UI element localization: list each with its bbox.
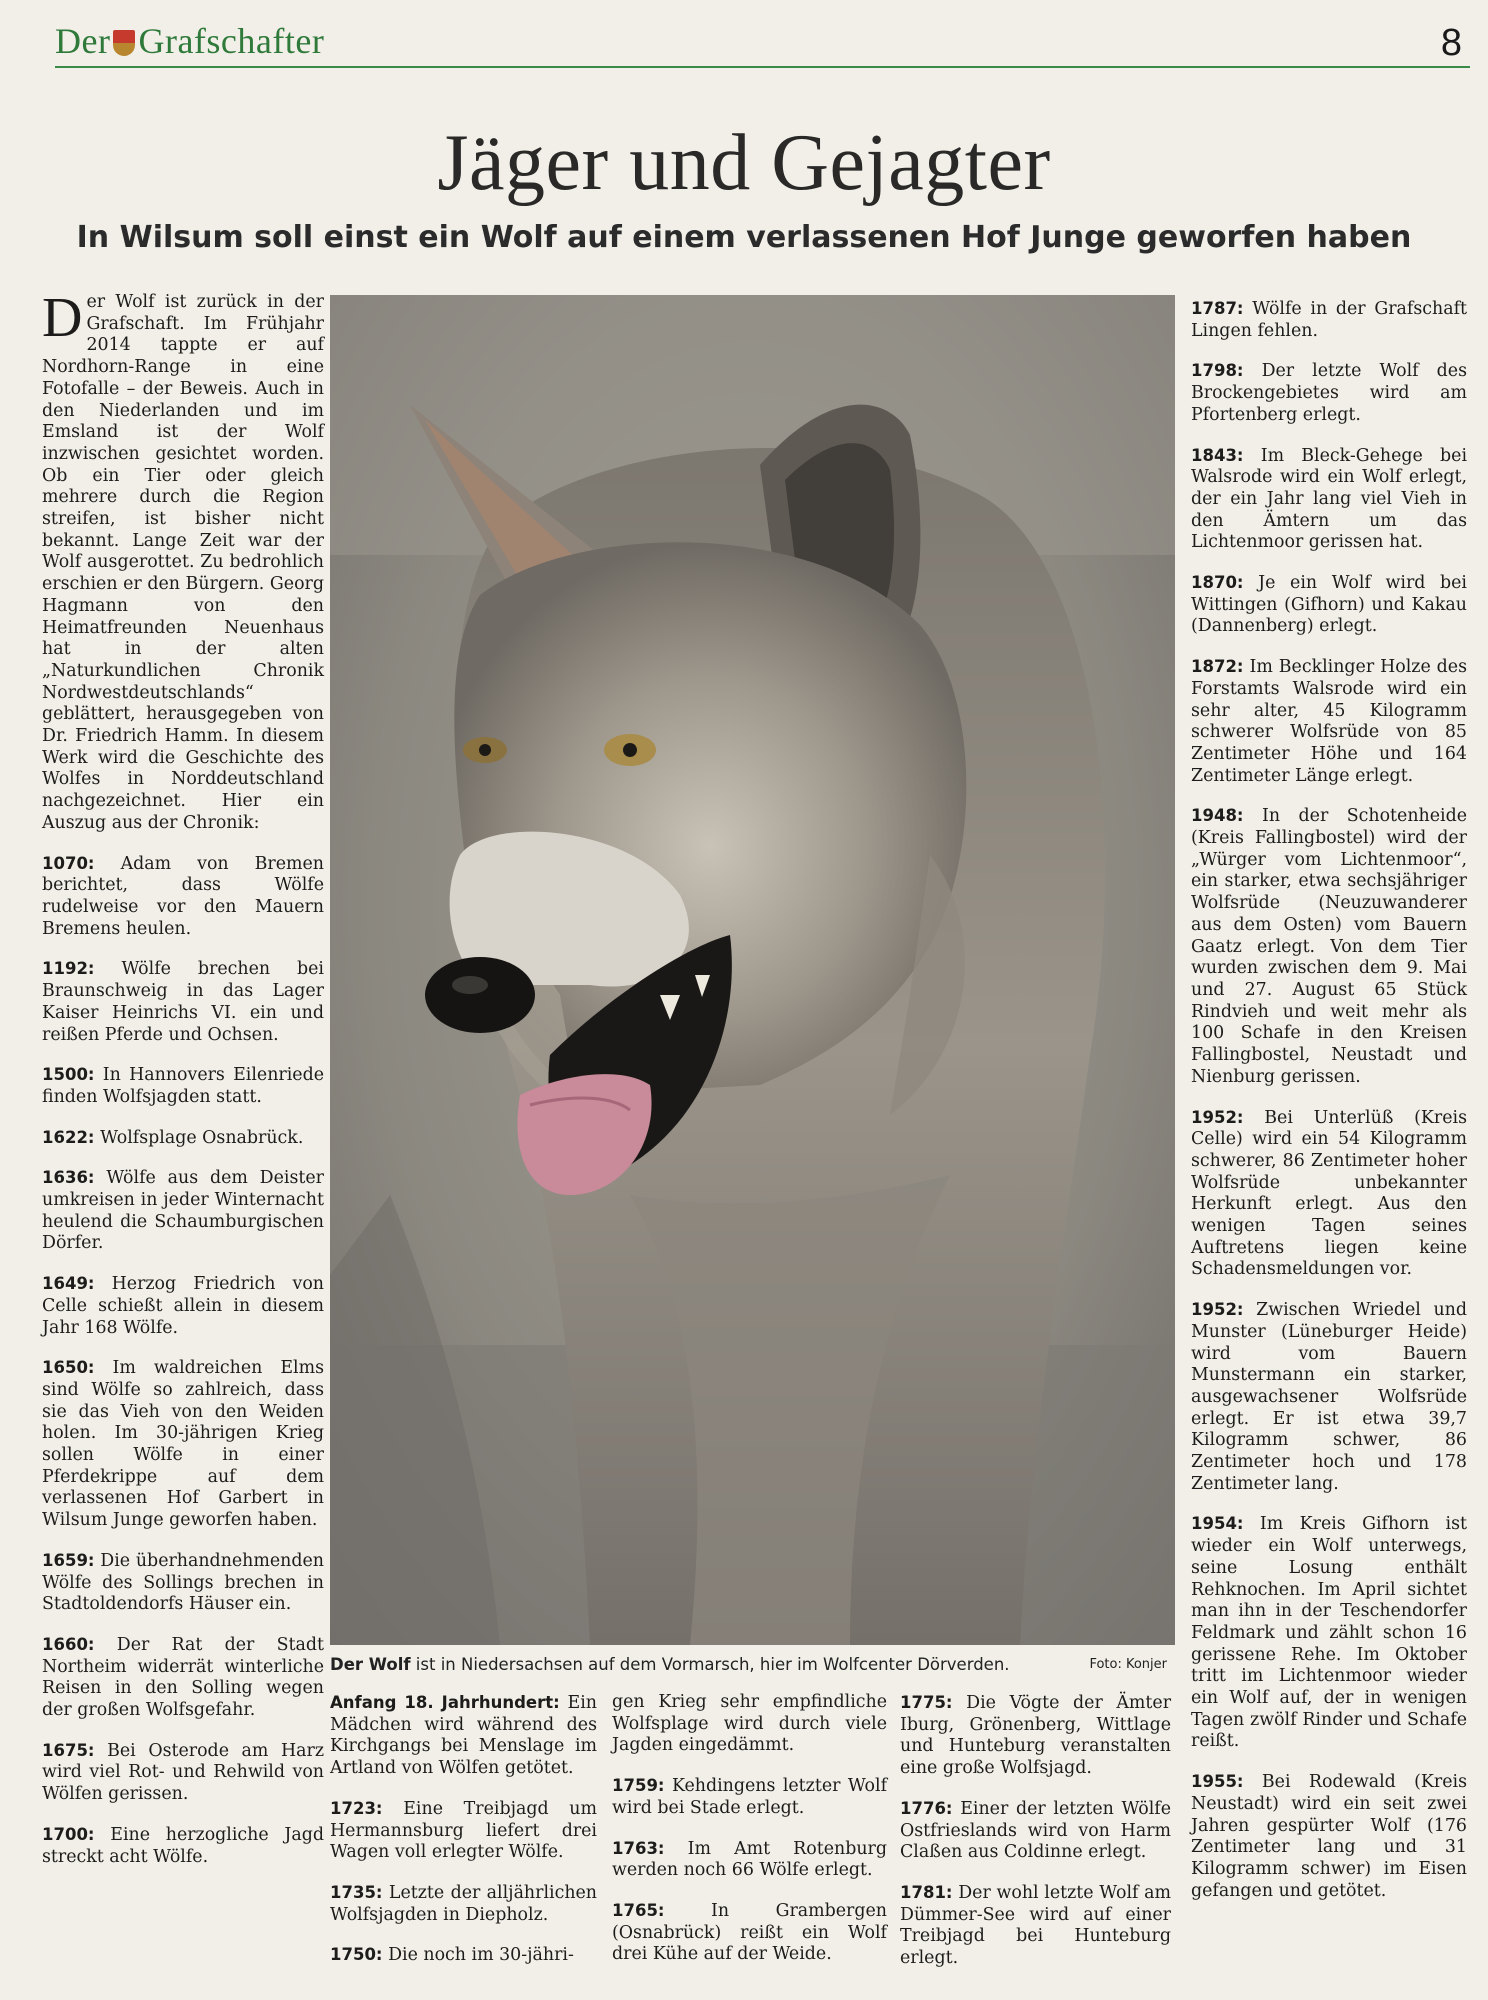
entry-text: Wölfe aus dem Deister umkreisen in jeder Winternacht heulend die Schaumburgischen Dörfer.: [42, 1168, 324, 1254]
bottom-column-2-entries: [612, 1775, 887, 1966]
entry-year: Anfang 18. Jahrhundert:: [330, 1693, 560, 1712]
entry-year: 1765:: [612, 1900, 665, 1920]
chronicle-entry: [42, 853, 324, 941]
newspaper-logo: [55, 20, 324, 62]
entry-year: 1955:: [1191, 1772, 1244, 1792]
entry-year: 1636:: [42, 1168, 95, 1188]
chronicle-entry: [42, 1824, 324, 1868]
chronicle-entry: [612, 1900, 887, 1966]
entry-text: Der Rat der Stadt Northeim widerrät winterliche Reisen in den Solling wegen der großen Wolfsgefahr.: [42, 1634, 324, 1721]
entry-year: 1781:: [900, 1882, 953, 1902]
page-number: 8: [1440, 22, 1462, 64]
intro-text: er Wolf ist zurück in der Grafschaft. Im Frühjahr 2014 tappte er auf Nordhorn-Range in eine Fotofalle – der Beweis. Auch in den Niederlanden und im Emsland ist der Wolf inzwischen gesichtet worden. Ob ein Tier oder gleich mehrere durch die Region streifen, ist bisher nicht bekannt. Lange Zeit war der Wolf ausgerottet. Zu bedrohlich erschien er den Bürgern. Georg Hagmann von den Heimatfreunden Neuenhaus hat in der alten „Naturkundlichen Chronik Nordwestdeutschlands“ geblättert, herausgegeben von Dr. Friedrich Hamm. In diesem Werk wird die Geschichte des Wolfes in Norddeutschland nachgezeichnet. Hier ein Auszug aus der Chronik:: [42, 292, 324, 833]
chronicle-entry: [1191, 572, 1467, 638]
chronicle-entry: [330, 1798, 597, 1864]
chronicle-entry: [1191, 360, 1467, 426]
chronicle-entry: [330, 1944, 597, 1967]
entry-text: Bei Unterlüß (Kreis Celle) wird ein 54 Kilogramm schwerer, 86 Zentimeter hoher Wolfsrüde unbekannter Herkunft erlegt. Aus den wenigen Tagen seines Auftretens liegen keine Schadensmeldungen vor.: [1191, 1107, 1468, 1280]
entry-text: In Hannovers Eilenriede finden Wolfsjagden statt.: [42, 1065, 324, 1107]
entry-text: Adam von Bremen berichtet, dass Wölfe rudelweise vor den Mauern Bremens heulen.: [42, 853, 325, 939]
entry-text: Im Becklinger Holze des Forstamts Walsrode wird ein sehr alter, 45 Kilogramm schwerer Wolfsrüde von 85 Zentimeter Höhe und 164 Zentimeter Länge erlegt.: [1191, 657, 1468, 786]
chronicle-entry: [330, 1882, 597, 1926]
entry-text: Wölfe brechen bei Braunschweig in das Lager Kaiser Heinrichs VI. ein und reißen Pferde und Ochsen.: [42, 959, 324, 1045]
entry-year: 1870:: [1191, 573, 1244, 593]
left-column: [42, 287, 325, 1886]
continuation-text: gen Krieg sehr empfindliche Wolfsplage wird durch viele Jagden eingedämmt.: [612, 1692, 887, 1756]
chronicle-entry: [900, 1692, 1171, 1780]
left-entries: [42, 853, 324, 1869]
chronicle-entry: [42, 1740, 324, 1806]
entry-text: Der letzte Wolf des Brockengebietes wird am Pfortenberg erlegt.: [1191, 361, 1467, 425]
entry-year: 1952:: [1191, 1300, 1244, 1320]
entry-text: Im Kreis Gifhorn ist wieder ein Wolf unterwegs, seine Losung enthält Rehknochen. Im April sichtet man ihn in der Teschendorfer Feldmark und zählt schon 16 gerissene Rehe. Im Oktober tritt im Lichtenmoor wieder ein Wolf auf, der in wenigen Tagen zwölf Rinder und Schafe reißt.: [1191, 1514, 1468, 1752]
entry-text: Kehdingens letzter Wolf wird bei Stade erlegt.: [612, 1776, 888, 1818]
chronicle-entry: [612, 1838, 887, 1882]
chronicle-entry: [1191, 1299, 1467, 1495]
logo-word-grafschafter: Grafschafter: [138, 21, 325, 61]
entry-text: In Grambergen (Osnabrück) reißt ein Wolf drei Kühe auf der Weide.: [612, 1900, 887, 1965]
entry-text: Herzog Friedrich von Celle schießt allein in diesem Jahr 168 Wölfe.: [42, 1274, 324, 1338]
entry-text: Letzte der alljährlichen Wolfsjagden in Diepholz.: [330, 1882, 598, 1925]
entry-text: Wölfe in der Grafschaft Lingen fehlen.: [1191, 299, 1467, 341]
entry-year: 1775:: [900, 1693, 953, 1712]
entry-year: 1070:: [42, 853, 95, 873]
photo-credit: Foto: Konjer: [1089, 1657, 1167, 1672]
bottom-column-1: [330, 1692, 597, 1985]
entry-year: 1872:: [1191, 657, 1244, 677]
chronicle-entry: [1191, 1513, 1467, 1753]
right-column: [1191, 298, 1467, 1920]
entry-year: 1954:: [1191, 1514, 1244, 1534]
wolf-photo: [330, 295, 1175, 1645]
entry-text: Je ein Wolf wird bei Wittingen (Gifhorn) und Kakau (Dannenberg) erlegt.: [1191, 573, 1467, 637]
entry-text: Wolfsplage Osnabrück.: [100, 1127, 304, 1148]
entry-text: Die Vögte der Ämter Iburg, Grönenberg, Wittlage und Hunteburg veranstalten eine große Wolfsjagd.: [900, 1693, 1172, 1779]
wolf-image: [330, 295, 1175, 1645]
entry-text: In der Schotenheide (Kreis Fallingbostel) wird der „Würger vom Lichtenmoor“, ein starker, etwa sechsjähriger Wolfsrüde (Neuzuwanderer aus dem Osten) vom Bauern Gaatz erlegt. Von dem Tier wurden zwischen dem 9. Mai und 27. August 65 Stück Rindvieh und weit mehr als 100 Schafe in den Kreisen Fallingbostel, Neustadt und Nienburg gerissen.: [1191, 806, 1467, 1087]
entry-year: 1650:: [42, 1358, 95, 1378]
chronicle-entry: [42, 1273, 324, 1339]
chronicle-entry: [42, 1357, 324, 1532]
chronicle-entry: [42, 1167, 324, 1255]
bottom-column-3: [900, 1692, 1171, 1988]
entry-year: 1750:: [330, 1945, 383, 1965]
entry-year: 1735:: [330, 1882, 383, 1902]
photo-caption: [330, 1655, 1175, 1674]
entry-text: Bei Osterode am Harz wird viel Rot- und Rehwild von Wölfen gerissen.: [42, 1740, 324, 1805]
chronicle-entry: [42, 1127, 324, 1150]
entry-text: Im waldreichen Elms sind Wölfe so zahlreich, dass sie das Vieh von den Weiden holen. Im 30-jährigen Krieg sollen Wölfe in einer Pferdekrippe auf dem verlassenen Hof Garbert in Wilsum Junge geworfen haben.: [42, 1358, 324, 1531]
entry-year: 1723:: [330, 1798, 383, 1818]
caption-text: ist in Niedersachsen auf dem Vormarsch, hier im Wolfcenter Dörverden.: [410, 1655, 1010, 1674]
chronicle-entry: [900, 1798, 1171, 1864]
chronicle-entry: [900, 1882, 1171, 1970]
entry-year: 1500:: [42, 1065, 95, 1085]
chronicle-entry: [42, 1064, 324, 1108]
entry-text: Eine herzogliche Jagd streckt acht Wölfe.: [42, 1824, 324, 1867]
entry-text: Ein Mädchen wird während des Kirchgangs bei Menslage im Artland von Wölfen getötet.: [330, 1693, 597, 1779]
entry-text: Die noch im 30-jähri-: [388, 1945, 574, 1966]
chronicle-entry: [1191, 298, 1467, 342]
entry-year: 1843:: [1191, 445, 1244, 465]
entry-year: 1763:: [612, 1838, 665, 1858]
chronicle-entry: [330, 1692, 597, 1780]
dropcap: D: [42, 287, 83, 349]
chronicle-entry: [1191, 445, 1467, 555]
entry-text: Die überhandnehmenden Wölfe des Sollings brechen in Stadtoldendorfs Häuser ein.: [42, 1550, 324, 1615]
entry-year: 1952:: [1191, 1107, 1244, 1127]
entry-text: Bei Rodewald (Kreis Neustadt) wird ein seit zwei Jahren gespürter Wolf (176 Zentimeter lang und 31 Kilogramm schwer) im Eisen gefangen und getötet.: [1191, 1772, 1467, 1901]
chronicle-entry: [1191, 1771, 1467, 1902]
subheadline: In Wilsum soll einst ein Wolf auf einem verlassenen Hof Junge geworfen haben: [76, 220, 1412, 255]
intro-paragraph: [42, 287, 324, 835]
chronicle-entry: [42, 1550, 324, 1616]
entry-year: 1787:: [1191, 299, 1244, 318]
entry-year: 1649:: [42, 1274, 95, 1294]
entry-year: 1776:: [900, 1798, 953, 1818]
chronicle-entry: [42, 958, 324, 1046]
entry-text: Zwischen Wriedel und Munster (Lüneburger Heide) wird vom Bauern Munstermann ein starker, ausgewachsener Wolfsrüde erlegt. Er ist etwa 39,7 Kilogramm schwer, 86 Zentimeter hoch und 178 Zentimeter lang.: [1191, 1300, 1467, 1494]
chronicle-entry: [42, 1634, 324, 1722]
bottom-column-2: [612, 1692, 887, 1984]
chronicle-entry: [612, 1775, 887, 1819]
entry-year: 1659:: [42, 1550, 95, 1570]
logo-word-der: Der: [55, 21, 111, 61]
entry-text: Einer der letzten Wölfe Ostfrieslands wird von Harm Claßen aus Coldinne erlegt.: [900, 1798, 1171, 1863]
entry-text: Im Bleck-Gehege bei Walsrode wird ein Wolf erlegt, der ein Jahr lang viel Vieh in den Ämtern um das Lichtenmoor gerissen hat.: [1191, 445, 1468, 553]
coat-of-arms-icon: [113, 30, 135, 56]
entry-year: 1948:: [1191, 806, 1244, 826]
entry-text: Der wohl letzte Wolf am Dümmer-See wird auf einer Treibjagd bei Hunteburg erlegt.: [900, 1882, 1171, 1969]
chronicle-entry: [1191, 1107, 1467, 1282]
entry-year: 1192:: [42, 959, 95, 979]
chronicle-entry: [1191, 656, 1467, 787]
chronicle-entry: [1191, 805, 1467, 1088]
caption-lead: Der Wolf: [330, 1655, 411, 1674]
masthead-rule: [55, 66, 1470, 68]
entry-year: 1675:: [42, 1740, 95, 1760]
entry-year: 1700:: [42, 1824, 95, 1844]
entry-text: Eine Treibjagd um Hermannsburg liefert drei Wagen voll erlegter Wölfe.: [330, 1798, 597, 1863]
entry-year: 1660:: [42, 1634, 95, 1654]
entry-year: 1798:: [1191, 361, 1244, 381]
entry-text: Im Amt Rotenburg werden noch 66 Wölfe erlegt.: [612, 1838, 888, 1881]
headline: Jäger und Gejagter: [437, 119, 1051, 207]
entry-year: 1759:: [612, 1776, 665, 1796]
entry-year: 1622:: [42, 1127, 95, 1147]
masthead: [55, 18, 1470, 68]
